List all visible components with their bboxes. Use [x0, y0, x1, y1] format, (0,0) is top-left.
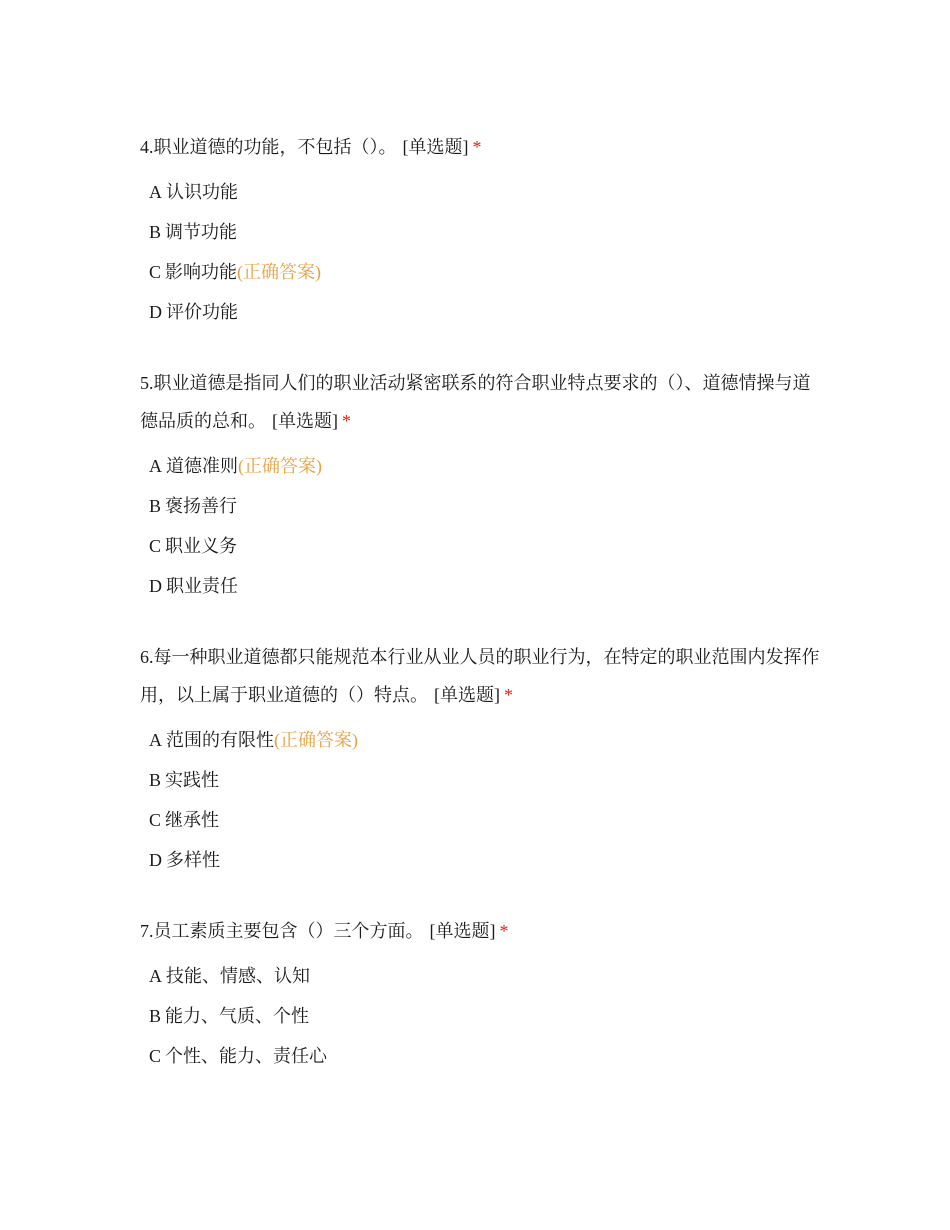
option-letter: D — [149, 302, 162, 322]
question-stem: 5.职业道德是指同人们的职业活动紧密联系的符合职业特点要求的（）、道德情操与道德品质的总和。 — [140, 373, 811, 431]
option-text: 道德准则 — [166, 456, 238, 476]
option-list — [140, 446, 820, 606]
option-text: 实践性 — [165, 770, 220, 790]
option-letter: C — [149, 262, 162, 282]
required-mark: * — [472, 137, 482, 157]
option-text: 多样性 — [166, 850, 220, 870]
required-mark: * — [342, 411, 351, 431]
option-text: 认识功能 — [166, 182, 238, 202]
option-d[interactable] — [149, 292, 820, 332]
option-text: 技能、情感、认知 — [166, 966, 310, 986]
option-letter: C — [149, 536, 162, 556]
question-stem: 7.员工素质主要包含（）三个方面。 — [140, 921, 424, 941]
option-text: 调节功能 — [165, 222, 238, 242]
option-letter: A — [149, 182, 162, 202]
option-letter: D — [149, 850, 162, 870]
option-a[interactable] — [149, 956, 820, 996]
option-list — [140, 720, 820, 880]
question-4 — [140, 128, 820, 332]
option-letter: C — [149, 810, 162, 830]
option-letter: A — [149, 456, 162, 476]
question-text — [140, 128, 820, 166]
question-6 — [140, 638, 820, 880]
option-a[interactable] — [149, 446, 820, 486]
question-type: [单选题] — [434, 685, 500, 705]
option-text: 继承性 — [165, 810, 220, 830]
option-d[interactable] — [149, 566, 820, 606]
question-5 — [140, 364, 820, 606]
question-text — [140, 364, 820, 440]
option-letter: B — [149, 1006, 162, 1026]
option-letter: A — [149, 730, 162, 750]
option-c[interactable] — [149, 800, 820, 840]
question-type: [单选题] — [429, 921, 496, 941]
option-letter: B — [149, 222, 162, 242]
option-b[interactable] — [149, 760, 820, 800]
questionnaire — [140, 128, 820, 1108]
option-letter: B — [149, 770, 162, 790]
question-7 — [140, 912, 820, 1076]
option-list — [140, 172, 820, 332]
option-text: 个性、能力、责任心 — [165, 1046, 328, 1066]
option-text: 职业责任 — [166, 576, 238, 596]
option-text: 范围的有限性 — [166, 730, 274, 750]
question-text — [140, 912, 820, 950]
option-a[interactable] — [149, 720, 820, 760]
option-letter: D — [149, 576, 162, 596]
option-letter: A — [149, 966, 162, 986]
option-text: 能力、气质、个性 — [165, 1006, 310, 1026]
option-b[interactable] — [149, 486, 820, 526]
option-text: 职业义务 — [165, 536, 238, 556]
option-letter: B — [149, 496, 162, 516]
question-stem: 4.职业道德的功能，不包括（）。 — [140, 137, 397, 157]
option-c[interactable] — [149, 252, 820, 292]
correct-answer-mark: (正确答案) — [274, 730, 358, 750]
option-list — [140, 956, 820, 1076]
option-letter: C — [149, 1046, 162, 1066]
option-b[interactable] — [149, 996, 820, 1036]
option-text: 影响功能 — [165, 262, 238, 282]
correct-answer-mark: (正确答案) — [238, 456, 322, 476]
option-b[interactable] — [149, 212, 820, 252]
option-a[interactable] — [149, 172, 820, 212]
required-mark: * — [504, 685, 513, 705]
option-c[interactable] — [149, 1036, 820, 1076]
correct-answer-mark: (正确答案) — [237, 262, 322, 282]
option-d[interactable] — [149, 840, 820, 880]
question-type: [单选题] — [272, 411, 338, 431]
option-text: 评价功能 — [166, 302, 238, 322]
option-text: 褒扬善行 — [165, 496, 238, 516]
question-text — [140, 638, 820, 714]
option-c[interactable] — [149, 526, 820, 566]
question-stem: 6.每一种职业道德都只能规范本行业从业人员的职业行为，在特定的职业范围内发挥作用，以上属于职业道德的（）特点。 — [140, 647, 820, 705]
required-mark: * — [499, 921, 509, 941]
question-type: [单选题] — [402, 137, 469, 157]
